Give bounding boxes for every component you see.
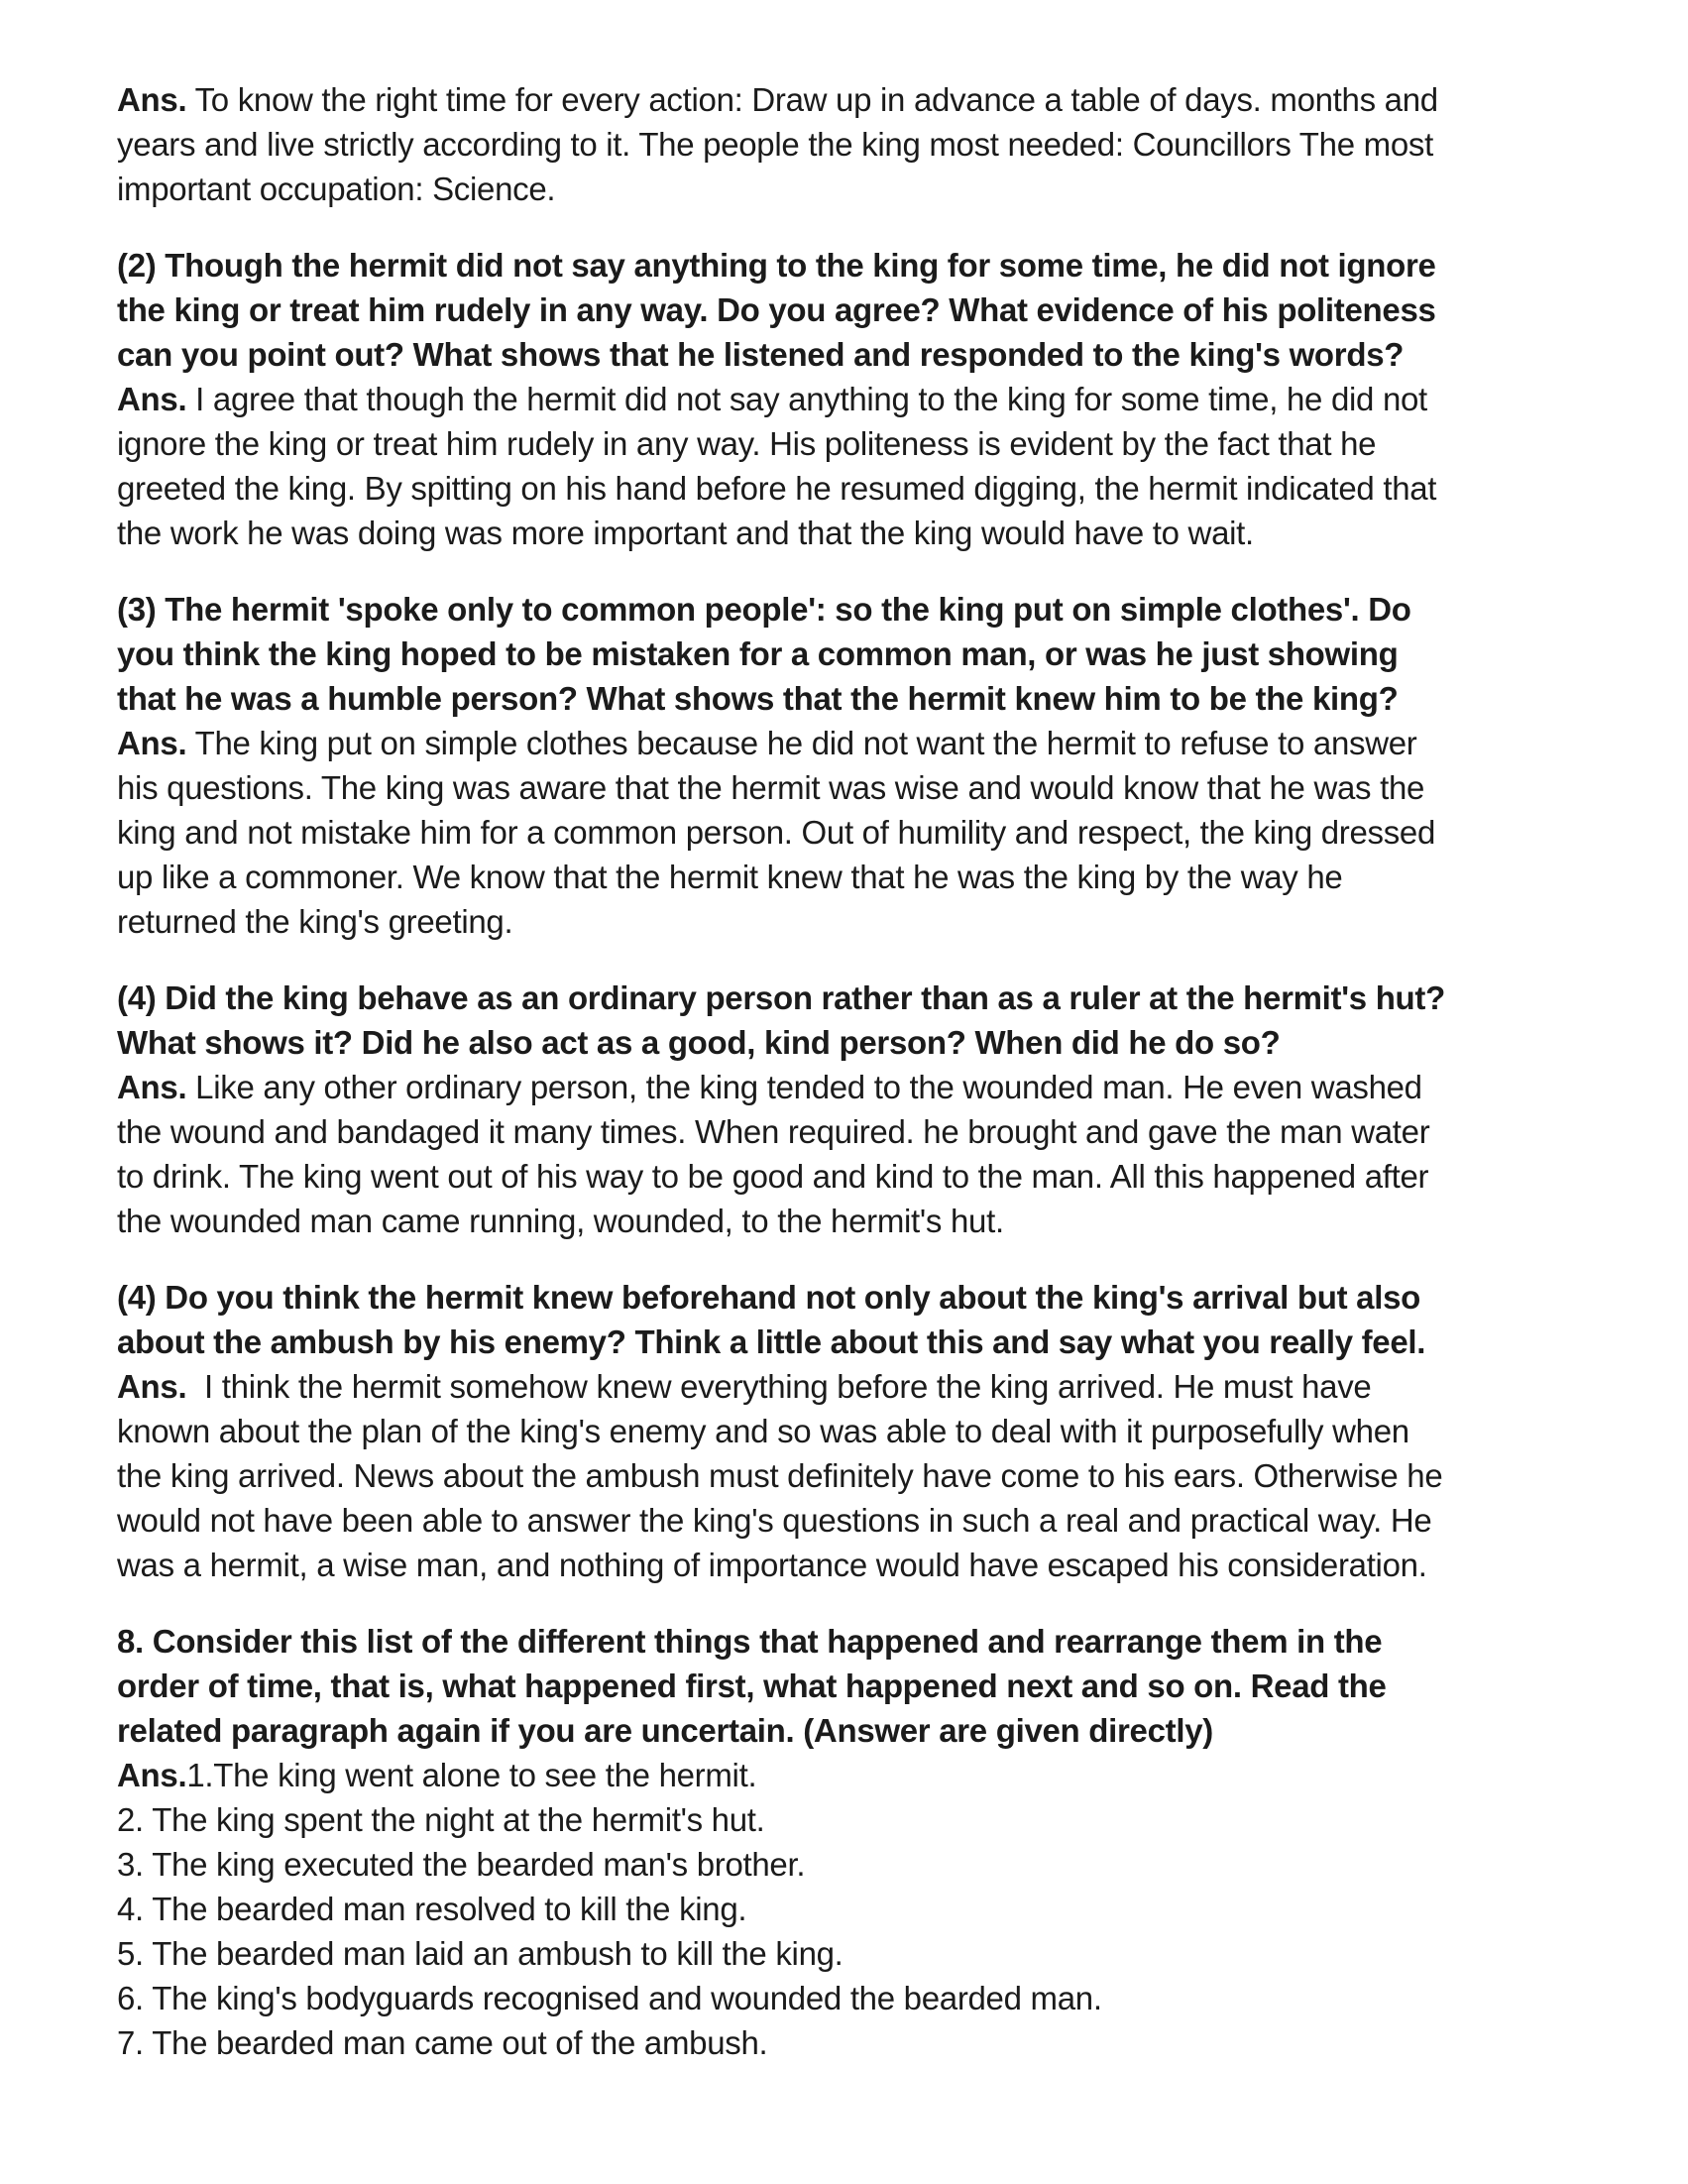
answer-first-line: Ans. I agree that though the hermit did not say anything to the king for some time, he did not bbox=[117, 381, 1427, 417]
question-line: that he was a humble person? What shows that the hermit knew him to be the king? bbox=[117, 680, 1399, 717]
question-8 bbox=[117, 1619, 1619, 2065]
answer-label: Ans. bbox=[117, 381, 187, 417]
answer-line: 7. The bearded man came out of the ambush. bbox=[117, 2024, 768, 2061]
answer-line: greeted the king. By spitting on his hand before he resumed digging, the hermit indicated that bbox=[117, 470, 1437, 507]
answer-line: ignore the king or treat him rudely in any way. His politeness is evident by the fact that he bbox=[117, 425, 1377, 462]
answer-line: would not have been able to answer the king's questions in such a real and practical way. He bbox=[117, 1502, 1432, 1539]
answer-line: returned the king's greeting. bbox=[117, 903, 513, 940]
answer-line: known about the plan of the king's enemy and so was able to deal with it purposefully when bbox=[117, 1413, 1409, 1449]
question-line: What shows it? Did he also act as a good, kind person? When did he do so? bbox=[117, 1024, 1281, 1061]
answer-first-line: Ans. To know the right time for every action: Draw up in advance a table of days. months and bbox=[117, 81, 1438, 118]
question-4b bbox=[117, 1275, 1619, 1587]
answer-line: 6. The king's bodyguards recognised and wounded the bearded man. bbox=[117, 1980, 1102, 2016]
question-line: can you point out? What shows that he listened and responded to the king's words? bbox=[117, 336, 1405, 373]
answer-1 bbox=[117, 77, 1619, 211]
answer-line: 3. The king executed the bearded man's brother. bbox=[117, 1846, 806, 1883]
answer-line: years and live strictly according to it. The people the king most needed: Councillors The most bbox=[117, 126, 1433, 163]
answer-label: Ans. bbox=[117, 1757, 187, 1793]
question-line: related paragraph again if you are uncertain. (Answer are given directly) bbox=[117, 1712, 1213, 1749]
question-4a bbox=[117, 976, 1619, 1243]
answer-line: his questions. The king was aware that the hermit was wise and would know that he was the bbox=[117, 769, 1425, 806]
answer-line: 5. The bearded man laid an ambush to kill the king. bbox=[117, 1935, 844, 1972]
question-3 bbox=[117, 587, 1619, 944]
question-line: 8. Consider this list of the different things that happened and rearrange them in the bbox=[117, 1623, 1383, 1660]
answer-line: the king arrived. News about the ambush must definitely have come to his ears. Otherwise he bbox=[117, 1457, 1443, 1494]
answer-line: 2. The king spent the night at the hermit's hut. bbox=[117, 1801, 765, 1838]
answer-line: king and not mistake him for a common person. Out of humility and respect, the king dressed bbox=[117, 814, 1436, 851]
answer-first-line: Ans. Like any other ordinary person, the king tended to the wounded man. He even washed bbox=[117, 1069, 1422, 1105]
question-line: (4) Do you think the hermit knew beforehand not only about the king's arrival but also bbox=[117, 1279, 1421, 1316]
question-line: the king or treat him rudely in any way. Do you agree? What evidence of his politeness bbox=[117, 291, 1436, 328]
question-line: order of time, that is, what happened first, what happened next and so on. Read the bbox=[117, 1667, 1387, 1704]
answer-line: the work he was doing was more important and that the king would have to wait. bbox=[117, 515, 1254, 551]
answer-first-line: Ans. I think the hermit somehow knew everything before the king arrived. He must have bbox=[117, 1368, 1372, 1405]
question-line: about the ambush by his enemy? Think a little about this and say what you really feel. bbox=[117, 1323, 1426, 1360]
answer-label: Ans. bbox=[117, 1069, 187, 1105]
answer-line: 4. The bearded man resolved to kill the king. bbox=[117, 1891, 747, 1927]
answer-line: important occupation: Science. bbox=[117, 171, 556, 207]
answer-label: Ans. bbox=[117, 1368, 187, 1405]
question-line: (4) Did the king behave as an ordinary person rather than as a ruler at the hermit's hut? bbox=[117, 979, 1445, 1016]
question-line: you think the king hoped to be mistaken for a common man, or was he just showing bbox=[117, 635, 1399, 672]
answer-label: Ans. bbox=[117, 81, 187, 118]
answer-first-line: Ans. The king put on simple clothes because he did not want the hermit to refuse to answer bbox=[117, 725, 1417, 761]
answer-line: up like a commoner. We know that the hermit knew that he was the king by the way he bbox=[117, 859, 1343, 895]
question-2 bbox=[117, 243, 1619, 555]
question-line: (2) Though the hermit did not say anything to the king for some time, he did not ignore bbox=[117, 247, 1436, 284]
answer-line: was a hermit, a wise man, and nothing of importance would have escaped his consideration. bbox=[117, 1547, 1427, 1583]
answer-line: the wound and bandaged it many times. When required. he brought and gave the man water bbox=[117, 1113, 1430, 1150]
answer-first-line: Ans.1.The king went alone to see the hermit. bbox=[117, 1757, 757, 1793]
answer-line: to drink. The king went out of his way to be good and kind to the man. All this happened after bbox=[117, 1158, 1429, 1195]
question-line: (3) The hermit 'spoke only to common people': so the king put on simple clothes'. Do bbox=[117, 591, 1411, 628]
answer-label: Ans. bbox=[117, 725, 187, 761]
answer-line: the wounded man came running, wounded, to the hermit's hut. bbox=[117, 1203, 1004, 1239]
